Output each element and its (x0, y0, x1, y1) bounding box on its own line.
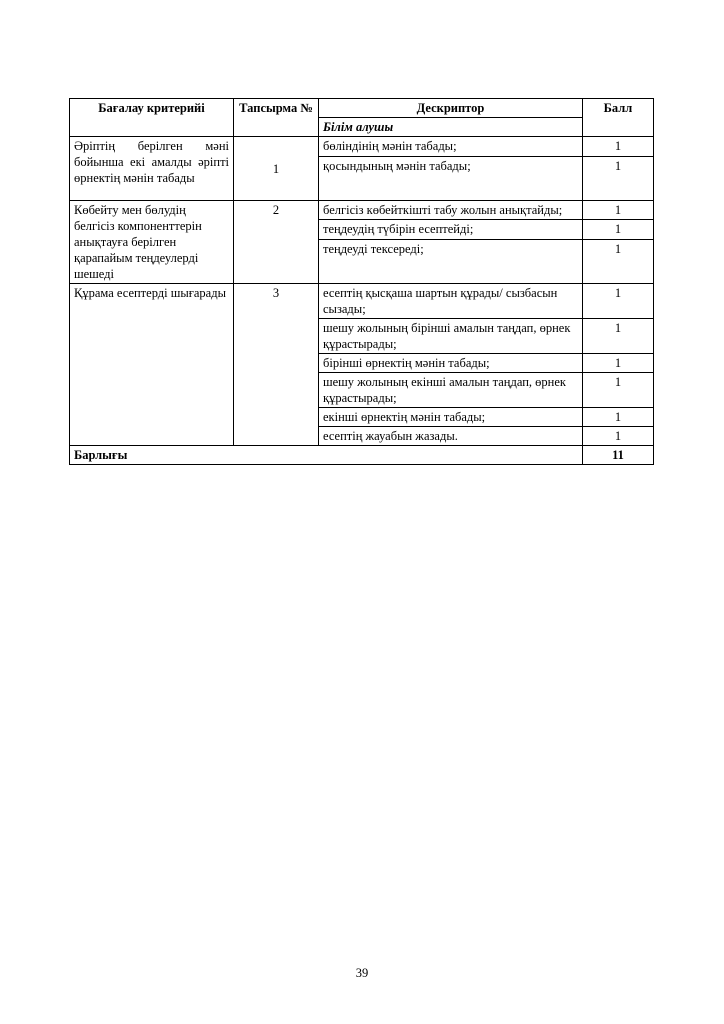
score-cell: 1 (583, 408, 654, 427)
header-descriptor: Дескриптор (319, 99, 583, 118)
descriptor-cell: есептің жауабын жазады. (319, 427, 583, 446)
criterion-cell: Көбейту мен бөлудің белгісіз компоненттерін анықтауға берілген қарапайым теңдеулерді шешеді (70, 201, 234, 284)
header-score: Балл (583, 99, 654, 137)
descriptor-cell: белгісіз көбейткішті табу жолын анықтайды; (319, 201, 583, 220)
descriptor-cell: қосындының мәнін табады; (319, 157, 583, 201)
descriptor-cell: шешу жолының бірінші амалын таңдап, өрнек құрастырады; (319, 319, 583, 354)
descriptor-cell: бірінші өрнектің мәнін табады; (319, 354, 583, 373)
task-cell: 1 (234, 137, 319, 201)
total-score: 11 (583, 446, 654, 465)
descriptor-cell: есептің қысқаша шартын құрады/ сызбасын сызады; (319, 284, 583, 319)
score-cell: 1 (583, 240, 654, 284)
score-cell: 1 (583, 427, 654, 446)
criterion-cell: Құрама есептерді шығарады (70, 284, 234, 446)
page-number: 39 (355, 966, 369, 980)
descriptor-cell: шешу жолының екінші амалын таңдап, өрнек құрастырады; (319, 373, 583, 408)
table-row (70, 201, 654, 220)
header-criterion: Бағалау критерийі (70, 99, 234, 137)
score-cell: 1 (583, 157, 654, 201)
total-label: Барлығы (70, 446, 583, 465)
descriptor-cell: теңдеудің түбірін есептейді; (319, 220, 583, 240)
score-cell: 1 (583, 201, 654, 220)
score-cell: 1 (583, 284, 654, 319)
score-cell: 1 (583, 220, 654, 240)
table-row (70, 284, 654, 319)
descriptor-subheader: Білім алушы (319, 118, 583, 137)
score-cell: 1 (583, 373, 654, 408)
score-cell: 1 (583, 319, 654, 354)
score-cell: 1 (583, 354, 654, 373)
header-row (70, 99, 654, 118)
descriptor-cell: бөліндінің мәнін табады; (319, 137, 583, 157)
assessment-table (69, 98, 654, 465)
task-cell: 3 (234, 284, 319, 446)
task-cell: 2 (234, 201, 319, 284)
score-cell: 1 (583, 137, 654, 157)
descriptor-cell: теңдеуді тексереді; (319, 240, 583, 284)
total-row (70, 446, 654, 465)
descriptor-cell: екінші өрнектің мәнін табады; (319, 408, 583, 427)
criterion-cell: Әріптің берілген мәні бойынша екі амалды әріпті өрнектің мәнін табады (70, 137, 234, 201)
table-row (70, 137, 654, 157)
header-task: Тапсырма № (234, 99, 319, 137)
